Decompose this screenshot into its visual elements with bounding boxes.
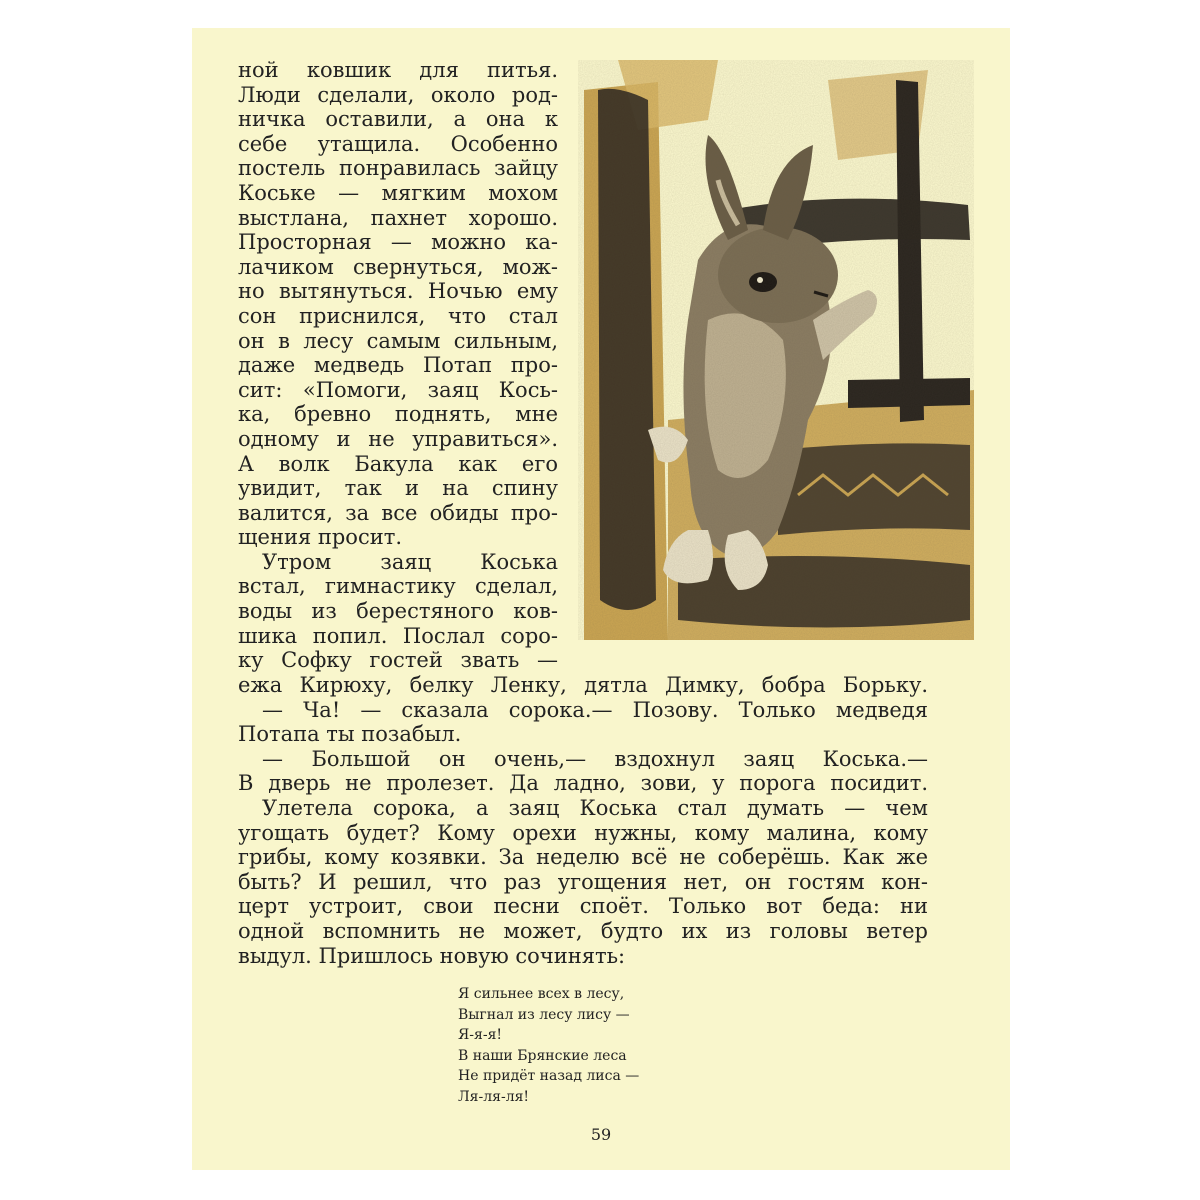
text-line: но вытянуться. Ночью ему xyxy=(238,279,558,304)
text-line: В дверь не пролезет. Да ладно, зови, у порога посидит. xyxy=(238,771,928,796)
text-line: встал, гимнастику сделал, xyxy=(238,574,558,599)
text-line: увидит, так и на спину xyxy=(238,476,558,501)
text-line: сит: «Помоги, заяц Кось- xyxy=(238,377,558,402)
text-line: — Ча! — сказала сорока.— Позову. Только медведя xyxy=(262,697,928,722)
text-line: Утром заяц Коська xyxy=(262,549,558,574)
text-line: сон приснился, что стал xyxy=(238,303,558,328)
text-line: Улетела сорока, а заяц Коська стал думать — чем xyxy=(262,795,928,820)
poem-line: Выгнал из лесу лису — xyxy=(458,1006,630,1023)
text-line: выдул. Пришлось новую сочинять: xyxy=(238,943,626,968)
text-line: церт устроит, свои песни споёт. Только вот беда: ни xyxy=(238,894,928,919)
illustration-drawing xyxy=(578,60,974,640)
text-line: ка, бревно поднять, мне xyxy=(238,402,558,427)
text-line: выстлана, пахнет хорошо. xyxy=(238,205,558,230)
text-line: валится, за все обиды про- xyxy=(238,500,558,525)
poem-line: В наши Брянские леса xyxy=(458,1047,627,1064)
text-line: постель понравилась зайцу xyxy=(238,156,558,181)
text-line: ничка оставили, а она к xyxy=(238,107,558,132)
poem-line: Ля-ля-ля! xyxy=(458,1088,530,1105)
hare-illustration xyxy=(578,60,974,640)
text-line: щения просит. xyxy=(238,525,403,550)
text-line: одной вспомнить не может, будто их из головы ветер xyxy=(238,918,928,943)
text-line: воды из берестяного ков- xyxy=(238,599,558,624)
poem-stanza xyxy=(458,984,639,1107)
text-column xyxy=(238,58,558,673)
text-line: А волк Бакула как его xyxy=(238,451,558,476)
text-line: шика попил. Послал соро- xyxy=(238,623,558,648)
text-line: он в лесу самым сильным, xyxy=(238,328,558,353)
page-number: 59 xyxy=(590,1125,612,1144)
poem-line: Я-я-я! xyxy=(458,1027,503,1043)
poem-line: Я сильнее всех в лесу, xyxy=(458,986,625,1002)
text-line: грибы, кому козявки. За неделю всё не соберёшь. Как же xyxy=(238,845,928,870)
book-page xyxy=(192,28,1010,1170)
text-line: быть? И решил, что раз угощения нет, он гостям кон- xyxy=(238,869,928,894)
text-line: даже медведь Потап про- xyxy=(238,353,558,378)
text-line: Коське — мягким мохом xyxy=(238,180,558,205)
text-line: ежа Кирюху, белку Ленку, дятла Димку, бобра Борьку. xyxy=(238,673,928,697)
text-line: себе утащила. Особенно xyxy=(238,131,558,156)
text-line: Просторная — можно ка- xyxy=(238,230,558,255)
text-line: — Большой он очень,— вздохнул заяц Коська.— xyxy=(262,746,928,771)
text-full-width xyxy=(238,673,928,968)
text-line: одному и не управиться». xyxy=(238,426,558,451)
text-line: лачиком свернуться, мож- xyxy=(238,254,558,279)
poem-line: Не придёт назад лиса — xyxy=(458,1068,640,1084)
text-line: угощать будет? Кому орехи нужны, кому малина, кому xyxy=(238,820,928,845)
text-line: ку Софку гостей звать — xyxy=(238,648,558,673)
text-line: Потапа ты позабыл. xyxy=(238,722,462,747)
text-line: ной ковшик для питья. xyxy=(238,58,558,82)
text-line: Люди сделали, около род- xyxy=(238,82,558,107)
